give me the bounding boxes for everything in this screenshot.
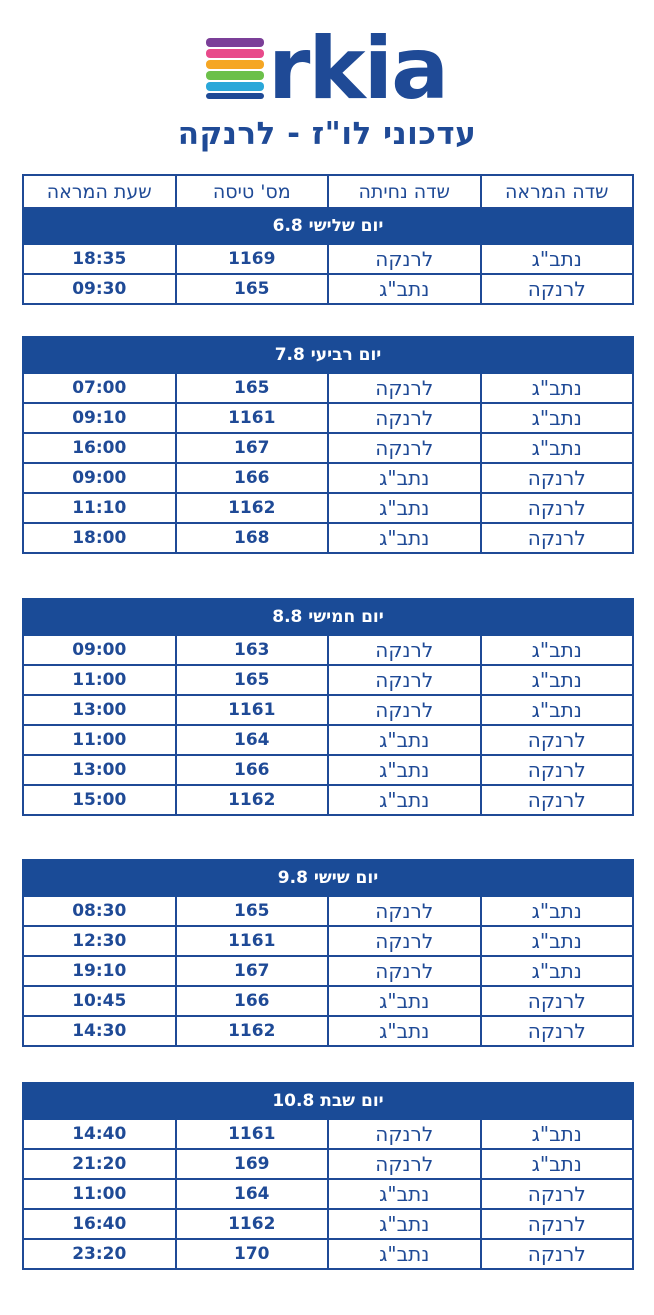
departure-airport: לרנקה xyxy=(481,1239,634,1269)
flight-number: 1162 xyxy=(176,1016,329,1046)
departure-airport: נתב"ג xyxy=(481,956,634,986)
flight-number: 165 xyxy=(176,896,329,926)
departure-time: 14:40 xyxy=(23,1119,176,1149)
arrival-airport: נתב"ג xyxy=(328,1209,481,1239)
departure-time: 23:20 xyxy=(23,1239,176,1269)
flight-number: 1161 xyxy=(176,403,329,433)
departure-airport: נתב"ג xyxy=(481,244,634,274)
arkia-logo xyxy=(0,8,654,108)
logo-wordmark: rkia xyxy=(268,19,448,108)
flight-number: 167 xyxy=(176,956,329,986)
flight-number: 170 xyxy=(176,1239,329,1269)
table-row xyxy=(23,755,633,785)
flight-number: 167 xyxy=(176,433,329,463)
column-header: שדה המראה xyxy=(481,175,634,208)
table-row xyxy=(23,956,633,986)
departure-airport: נתב"ג xyxy=(481,635,634,665)
departure-airport: לרנקה xyxy=(481,755,634,785)
flight-number: 166 xyxy=(176,755,329,785)
flight-number: 163 xyxy=(176,635,329,665)
day-table xyxy=(22,336,634,554)
day-header-row xyxy=(23,860,633,896)
table-row xyxy=(23,433,633,463)
flight-number: 1162 xyxy=(176,493,329,523)
departure-time: 11:00 xyxy=(23,665,176,695)
arrival-airport: לרנקה xyxy=(328,244,481,274)
table-row xyxy=(23,403,633,433)
departure-time: 11:00 xyxy=(23,725,176,755)
logo-a-icon xyxy=(206,38,264,99)
table-row xyxy=(23,523,633,553)
departure-airport: לרנקה xyxy=(481,785,634,815)
day-label: יום רביעי 7.8 xyxy=(23,337,633,373)
departure-time: 12:30 xyxy=(23,926,176,956)
table-row xyxy=(23,695,633,725)
arrival-airport: לרנקה xyxy=(328,1149,481,1179)
flight-number: 164 xyxy=(176,1179,329,1209)
departure-airport: נתב"ג xyxy=(481,896,634,926)
departure-airport: נתב"ג xyxy=(481,1149,634,1179)
table-row xyxy=(23,635,633,665)
flight-number: 166 xyxy=(176,463,329,493)
departure-time: 07:00 xyxy=(23,373,176,403)
departure-time: 16:40 xyxy=(23,1209,176,1239)
arrival-airport: לרנקה xyxy=(328,665,481,695)
arrival-airport: לרנקה xyxy=(328,373,481,403)
departure-time: 15:00 xyxy=(23,785,176,815)
departure-time: 13:00 xyxy=(23,695,176,725)
column-header: מס' טיסה xyxy=(176,175,329,208)
arrival-airport: נתב"ג xyxy=(328,1239,481,1269)
arrival-airport: נתב"ג xyxy=(328,986,481,1016)
table-row xyxy=(23,493,633,523)
departure-airport: לרנקה xyxy=(481,725,634,755)
arrival-airport: נתב"ג xyxy=(328,1016,481,1046)
arrival-airport: לרנקה xyxy=(328,635,481,665)
table-row xyxy=(23,926,633,956)
flight-number: 166 xyxy=(176,986,329,1016)
arrival-airport: לרנקה xyxy=(328,926,481,956)
departure-airport: לרנקה xyxy=(481,493,634,523)
table-row xyxy=(23,896,633,926)
flight-number: 1161 xyxy=(176,695,329,725)
departure-time: 09:10 xyxy=(23,403,176,433)
departure-time: 10:45 xyxy=(23,986,176,1016)
column-header: שדה נחיתה xyxy=(328,175,481,208)
departure-airport: נתב"ג xyxy=(481,695,634,725)
table-row xyxy=(23,373,633,403)
departure-time: 19:10 xyxy=(23,956,176,986)
departure-airport: נתב"ג xyxy=(481,433,634,463)
flight-number: 165 xyxy=(176,665,329,695)
departure-time: 09:30 xyxy=(23,274,176,304)
day-table xyxy=(22,174,634,305)
flight-number: 1161 xyxy=(176,1119,329,1149)
arrival-airport: לרנקה xyxy=(328,433,481,463)
flight-number: 169 xyxy=(176,1149,329,1179)
table-row xyxy=(23,1119,633,1149)
day-label: יום שישי 9.8 xyxy=(23,860,633,896)
table-row xyxy=(23,986,633,1016)
departure-airport: לרנקה xyxy=(481,1016,634,1046)
arrival-airport: נתב"ג xyxy=(328,725,481,755)
departure-airport: נתב"ג xyxy=(481,403,634,433)
day-label: יום שבת 10.8 xyxy=(23,1083,633,1119)
flight-number: 1169 xyxy=(176,244,329,274)
departure-time: 14:30 xyxy=(23,1016,176,1046)
arrival-airport: לרנקה xyxy=(328,695,481,725)
departure-time: 18:35 xyxy=(23,244,176,274)
departure-time: 11:00 xyxy=(23,1179,176,1209)
arrival-airport: נתב"ג xyxy=(328,785,481,815)
table-row xyxy=(23,1016,633,1046)
table-row xyxy=(23,1209,633,1239)
arrival-airport: לרנקה xyxy=(328,1119,481,1149)
departure-airport: לרנקה xyxy=(481,986,634,1016)
departure-time: 08:30 xyxy=(23,896,176,926)
flight-number: 164 xyxy=(176,725,329,755)
flight-number: 1161 xyxy=(176,926,329,956)
arrival-airport: נתב"ג xyxy=(328,523,481,553)
day-header-row xyxy=(23,208,633,244)
departure-airport: נתב"ג xyxy=(481,373,634,403)
day-header-row xyxy=(23,1083,633,1119)
table-row xyxy=(23,725,633,755)
departure-time: 16:00 xyxy=(23,433,176,463)
day-table xyxy=(22,1082,634,1270)
departure-time: 21:20 xyxy=(23,1149,176,1179)
departure-airport: נתב"ג xyxy=(481,1119,634,1149)
flight-number: 165 xyxy=(176,373,329,403)
flight-number: 1162 xyxy=(176,1209,329,1239)
table-row xyxy=(23,1239,633,1269)
departure-airport: נתב"ג xyxy=(481,665,634,695)
departure-airport: לרנקה xyxy=(481,463,634,493)
flight-number: 165 xyxy=(176,274,329,304)
table-row xyxy=(23,785,633,815)
day-header-row xyxy=(23,599,633,635)
page-title: עדכוני לו"ז - לרנקה xyxy=(177,116,477,152)
departure-airport: נתב"ג xyxy=(481,926,634,956)
departure-time: 13:00 xyxy=(23,755,176,785)
day-table xyxy=(22,859,634,1047)
departure-airport: לרנקה xyxy=(481,1179,634,1209)
table-row xyxy=(23,1149,633,1179)
departure-airport: לרנקה xyxy=(481,1209,634,1239)
day-label: יום שלישי 6.8 xyxy=(23,208,633,244)
arrival-airport: נתב"ג xyxy=(328,755,481,785)
day-header-row xyxy=(23,337,633,373)
arrival-airport: לרנקה xyxy=(328,403,481,433)
arkia-logo-icon xyxy=(202,8,452,108)
departure-airport: לרנקה xyxy=(481,523,634,553)
table-row xyxy=(23,274,633,304)
table-row xyxy=(23,244,633,274)
table-row xyxy=(23,463,633,493)
departure-time: 09:00 xyxy=(23,635,176,665)
table-row xyxy=(23,1179,633,1209)
header-row xyxy=(23,175,633,208)
arrival-airport: נתב"ג xyxy=(328,463,481,493)
arrival-airport: לרנקה xyxy=(328,956,481,986)
arrival-airport: לרנקה xyxy=(328,896,481,926)
flight-number: 1162 xyxy=(176,785,329,815)
departure-time: 11:10 xyxy=(23,493,176,523)
departure-airport: לרנקה xyxy=(481,274,634,304)
departure-time: 09:00 xyxy=(23,463,176,493)
column-header: שעת המראה xyxy=(23,175,176,208)
arrival-airport: נתב"ג xyxy=(328,274,481,304)
table-row xyxy=(23,665,633,695)
departure-time: 18:00 xyxy=(23,523,176,553)
arrival-airport: נתב"ג xyxy=(328,1179,481,1209)
flight-number: 168 xyxy=(176,523,329,553)
arrival-airport: נתב"ג xyxy=(328,493,481,523)
day-label: יום חמישי 8.8 xyxy=(23,599,633,635)
day-table xyxy=(22,598,634,816)
